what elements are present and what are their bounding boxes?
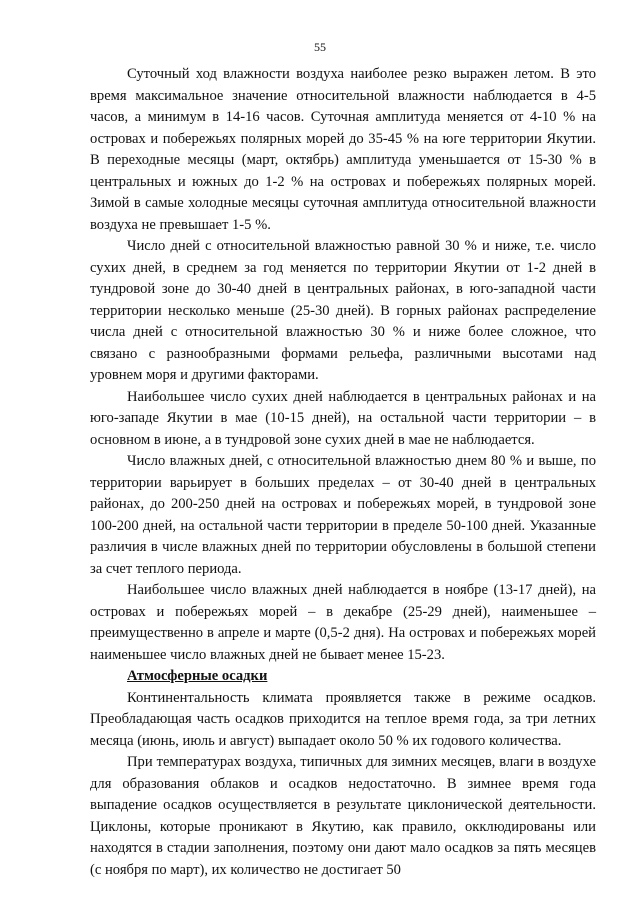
section-heading: Атмосферные осадки [127, 668, 268, 684]
page-number: 55 [314, 40, 326, 54]
paragraph: Число дней с относительной влажностью равной 30 % и ниже, т.е. число сухих дней, в среднем за год меняется по территории Якутии от 1-2 дней в тундровой зоне до 30-40 дней в центральных районах, в юго-западной части территории несколько меньше (25-30 дней). В горных районах распределение числа дней с относительной влажностью 30 % и ниже более сложное, что связано с разнообразными формами рельефа, различными высотами над уровнем моря и другими факторами. [90, 238, 596, 383]
paragraph: Континентальность климата проявляется также в режиме осадков. Преобладающая часть осадков приходится на теплое время года, за три летних месяца (июнь, июль и август) выпадает около 50 % их годового количества. [90, 689, 596, 749]
page-content [90, 64, 596, 881]
paragraph: Число влажных дней, с относительной влажностью днем 80 % и выше, по территории варьирует в больших пределах – от 30-40 дней в центральных районах, до 200-250 дней на островах и побережьях морей, в тундровой зоне 100-200 дней, на остальной части территории в пределе 50-100 дней. Указанные различия в числе влажных дней по территории обусловлены в большой степени за счет теплого периода. [90, 453, 596, 577]
paragraph: Суточный ход влажности воздуха наиболее резко выражен летом. В это время максимальное значение относительной влажности наблюдается в 4-5 часов, а минимум в 14-16 часов. Суточная амплитуда меняется от 4-10 % на островах и побережьях полярных морей до 35-45 % на юге территории Якутии. В переходные месяцы (март, октябрь) амплитуда уменьшается от 15-30 % в центральных и южных до 1-2 % на островах и побережьях полярных морей. Зимой в самые холодные месяцы суточная амплитуда относительной влажности воздуха не превышает 1-5 %. [90, 66, 596, 233]
paragraph: Наибольшее число влажных дней наблюдается в ноябре (13-17 дней), на островах и побережьях морей – в декабре (25-29 дней), наименьшее – преимущественно в апреле и марте (0,5-2 дня). На островах и побережьях морей наименьшее число влажных дней не бывает менее 15-23. [90, 582, 596, 663]
paragraph: Наибольшее число сухих дней наблюдается в центральных районах и на юго-западе Якутии в мае (10-15 дней), на остальной части территории – в основном в июне, а в тундровой зоне сухих дней в мае не наблюдается. [90, 388, 596, 448]
paragraph: При температурах воздуха, типичных для зимних месяцев, влаги в воздухе для образования облаков и осадков недостаточно. В зимнее время года выпадение осадков осуществляется в результате циклонической деятельности. Циклоны, которые проникают в Якутию, как правило, окклюдированы или находятся в стадии заполнения, поэтому они дают мало осадков за пять месяцев (с ноября по март), их количество не достигает 50 [90, 754, 596, 878]
